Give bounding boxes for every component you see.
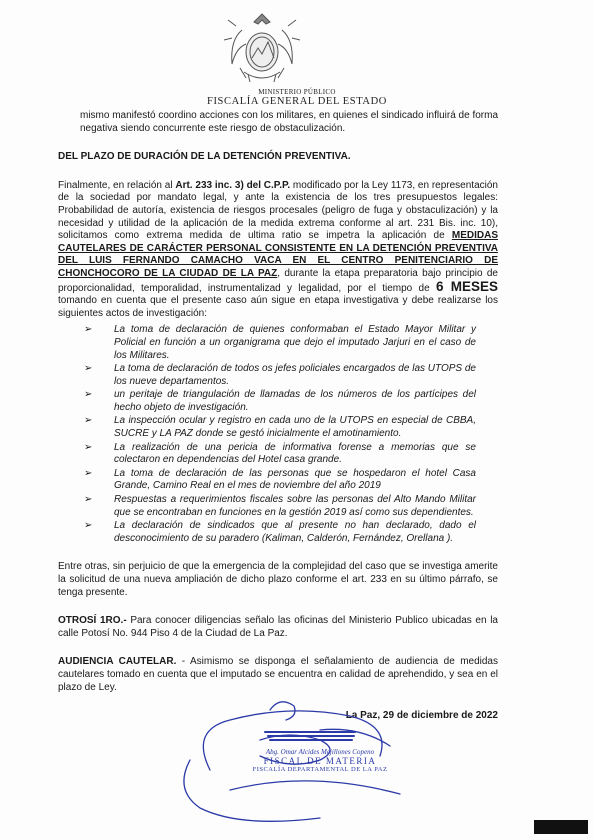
- otrosi-label: OTROSÍ 1RO.-: [58, 615, 127, 627]
- list-item: [58, 415, 498, 440]
- list-item: [58, 494, 498, 519]
- otrosi-text: Para conocer diligencias señalo las oficinas del Ministerio Publico ubicadas en la calle Potosí No. 944 Piso 4 de la Ciudad de La Paz.: [58, 615, 498, 639]
- ministerio-label: MINISTERIO PÚBLICO: [258, 88, 336, 96]
- document-date: La Paz, 29 de diciembre de 2022: [345, 710, 498, 722]
- paragraph-1: [58, 180, 498, 321]
- bolivia-coat-of-arms-icon: [222, 8, 302, 86]
- arrow-bullet-icon: ➢: [84, 467, 93, 479]
- arrow-bullet-icon: ➢: [84, 324, 93, 336]
- act-text: La realización de una pericia de informativa forense a memorias que se colectaron en dependencias del Hotel casa grande.: [114, 441, 476, 466]
- act-text: Respuestas a requerimientos fiscales sobre las personas del Alto Mando Militar que se encontraban en funciones en la gestión 2019 así como sus dependientes.: [114, 494, 476, 518]
- p1-text-e: , durante la etapa preparatoria bajo principio de proporcionalidad, temporalidad, instrumentalizad y legalidad, por el tiempo de: [58, 267, 498, 294]
- act-text: La toma de declaración de las personas que se hospedaron el hotel Casa Grande, Camino Real en el mes de noviembre del año 2019: [114, 467, 476, 492]
- arrow-bullet-icon: ➢: [84, 415, 93, 427]
- p1-text-c: modificado por la Ley 1173, en representación de la sociedad por mandato legal, y ante la existencia de los tres presupuestos legales: Probabilidad de autoría, existencia de riesgos procesales (peligro de fuga y obstaculización) y la necesidad y utilidad de la aplicación de la medida extrema conforme al art. 231 Bis. inc. 10), solicitamos como extrema medida de ultima ratio se impetra la aplicación de: [58, 179, 498, 242]
- audiencia-text: - Asimismo se disponga el señalamiento de audiencia de medidas cautelares tomado en cuenta que el imputado se encuentra en calidad de aprehendido, y sea en el plazo de Ley.: [58, 656, 498, 693]
- fiscalia-label: FISCALÍA GENERAL DEL ESTADO: [207, 96, 387, 107]
- list-item: [58, 324, 498, 362]
- list-item: [58, 468, 498, 493]
- document-body: [58, 110, 498, 723]
- list-item: [58, 520, 498, 545]
- section-heading: DEL PLAZO DE DURACIÓN DE LA DETENCIÓN PREVENTIVA.: [58, 151, 351, 163]
- intro-paragraph: mismo manifestó coordino acciones con los militares, en quienes el sindicado influirá de forma negativa siendo concurrente este riesgo de obstaculización.: [80, 110, 498, 134]
- arrow-bullet-icon: ➢: [84, 389, 93, 401]
- stamp-role: FISCAL DE MATERIA: [263, 756, 377, 766]
- paragraph-2: Entre otras, sin perjuicio de que la emergencia de la complejidad del caso que se investiga amerite la solicitud de una nueva ampliación de dicho plazo conforme el art. 233 en su último párrafo, se tenga presente.: [58, 561, 498, 598]
- act-text: La inspección ocular y registro en cada uno de la UTOPS en especial de CBBA, SUCRE y LA PAZ donde se gestó inicialmente el amotinamiento.: [114, 415, 476, 440]
- stamp-name: Abg. Omar Alcides Mejillones Copeno: [265, 748, 375, 756]
- list-item: [58, 389, 498, 414]
- list-item: [58, 363, 498, 388]
- measure-request: MEDIDAS CAUTELARES DE CARÁCTER PERSONAL CONSISTENTE EN LA DETENCIÓN PREVENTIVA DEL LUIS FERNANDO CAMACHO VACA EN EL CENTRO PENITENCIARIO DE CHONCHOCORO DE LA CIUDAD DE LA PAZ: [58, 230, 498, 279]
- audiencia-label: AUDIENCIA CAUTELAR.: [58, 656, 177, 668]
- audiencia-paragraph: [58, 656, 498, 694]
- duration-months: 6 MESES: [435, 278, 498, 294]
- investigation-acts-list: [58, 324, 498, 545]
- arrow-bullet-icon: ➢: [84, 520, 93, 532]
- prosecutor-stamp: [230, 748, 410, 773]
- p1-text-a: Finalmente, en relación al: [58, 179, 176, 191]
- act-text: un peritaje de triangulación de llamadas de los números de los partícipes del hecho objeto de investigación.: [114, 389, 476, 413]
- stamp-office: FISCALÍA DEPARTAMENTAL DE LA PAZ: [252, 766, 388, 773]
- p1-text-g: tomando en cuenta que el presente caso aún sigue en etapa investigativa y debe realizarse los siguientes actos de investigación:: [58, 295, 498, 319]
- article-ref: Art. 233 inc. 3) del C.P.P.: [175, 179, 291, 191]
- act-text: La toma de declaración de todos os jefes policiales encargados de las UTOPS de los nueve departamentos.: [114, 363, 476, 387]
- corner-mark: [534, 820, 588, 834]
- arrow-bullet-icon: ➢: [84, 363, 93, 375]
- act-text: La declaración de sindicados que al presente no han declarado, dado el desconocimiento de su paradero (Kaliman, Calderón, Fernández, Orellana ).: [114, 520, 476, 544]
- act-text: La toma de declaración de quienes conformaban el Estado Mayor Militar y Policial en función a un organigrama que dejo el imputado Jarjuri en el caso de los Militares.: [114, 324, 476, 361]
- otrosi-paragraph: [58, 615, 498, 640]
- list-item: [58, 442, 498, 467]
- arrow-bullet-icon: ➢: [84, 494, 93, 506]
- arrow-bullet-icon: ➢: [84, 441, 93, 453]
